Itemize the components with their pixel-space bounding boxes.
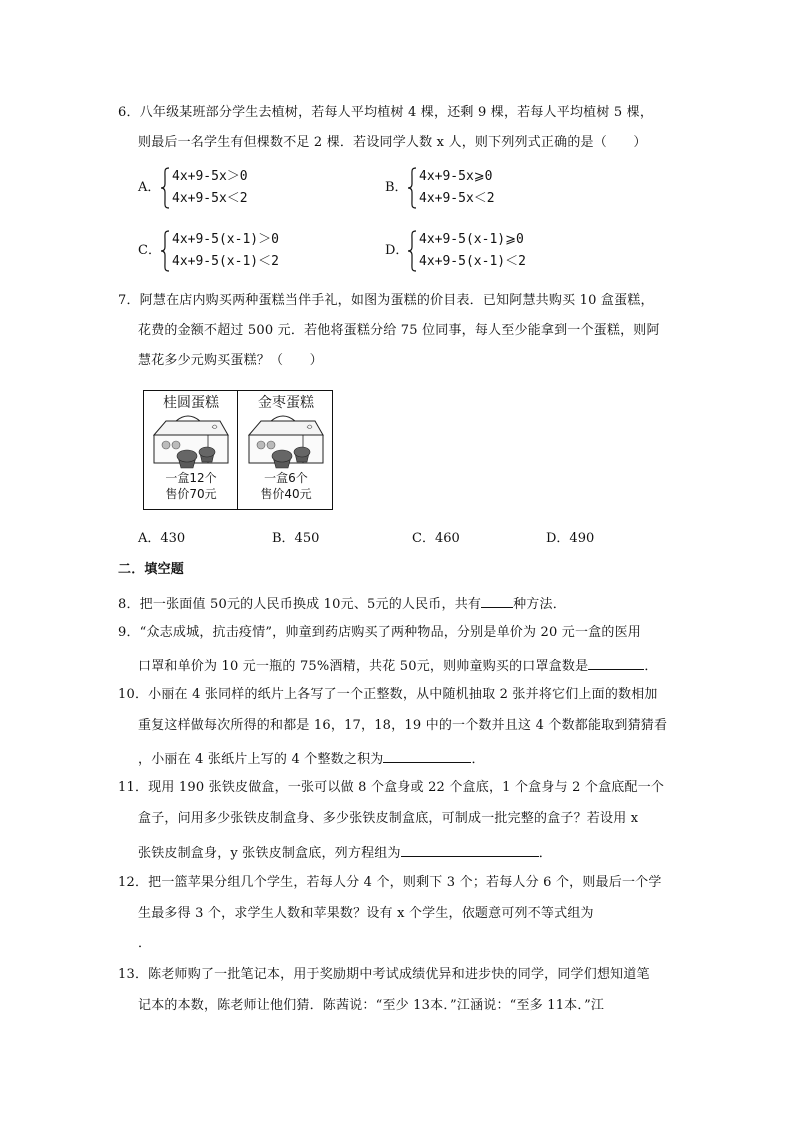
q7-option-b[interactable]: B．450 (272, 531, 320, 546)
cake-price-table (143, 390, 333, 510)
q6-option-a-label[interactable]: A． (138, 180, 161, 195)
q6-line2: 则最后一名学生有但棵数不足 2 棵．若设同学人数 x 人，则下列列式正确的是（ ） (138, 135, 647, 150)
cake-cell-jujube (239, 391, 333, 509)
q6-option-c-bottom: 4x+9-5(x-1)＜2 (172, 254, 279, 269)
q9-end: ． (644, 659, 658, 674)
q6-option-d-top: 4x+9-5(x-1)⩾0 (419, 232, 524, 247)
q10-line2: 重复这样做每次所得的和都是 16，17，18，19 中的一个数并且这 4 个数都能取到猜猜看 (138, 718, 668, 733)
cake-price: 售价40元 (260, 487, 312, 501)
q11-line2: 盒子，问用多少张铁皮制盒身、多少张铁皮制盒底，可制成一批完整的盒子？若设用 x (138, 811, 639, 826)
left-brace-icon (160, 167, 170, 209)
section-heading: 二．填空题 (118, 562, 185, 577)
q6-option-b-label[interactable]: B． (385, 180, 408, 195)
q10-line3 (138, 748, 485, 769)
q6-option-b-bottom: 4x+9-5x＜2 (419, 191, 495, 206)
q9-line1: 9．“众志成城，抗击疫情”，帅童到药店购买了两种物品，分别是单价为 20 元一盒的医用 (118, 625, 641, 640)
cake-price: 售价70元 (165, 487, 217, 501)
cake-cell-longan (144, 391, 238, 509)
q9-text: 口罩和单价为 10 元一瓶的 75%酒精，共花 50元，则帅童购买的口罩盒数是 (138, 659, 589, 674)
q11-line3 (138, 842, 552, 863)
q6-line1: 6．八年级某班部分学生去植树，若每人平均植树 4 棵，还剩 9 棵，若每人平均植树 5 棵， (118, 105, 654, 120)
q7-line1: 7．阿慧在店内购买两种蛋糕当伴手礼，如图为蛋糕的价目表．已知阿慧共购买 10 盒蛋糕， (118, 293, 654, 308)
q12-line2: 生最多得 3 个，求学生人数和苹果数？设有 x 个学生，依题意可列不等式组为 (138, 906, 594, 921)
q10-answer-blank[interactable] (383, 748, 471, 763)
left-brace-icon (407, 167, 417, 209)
q6-option-b-top: 4x+9-5x⩾0 (419, 169, 493, 184)
q6-option-c-top: 4x+9-5(x-1)＞0 (172, 232, 279, 247)
q7-option-a[interactable]: A．430 (138, 531, 186, 546)
q13-line2: 记本的本数，陈老师让他们猜．陈茜说：“至少 13本．”江涵说：“至多 11本．”江 (138, 998, 605, 1013)
cake-qty: 一盒12个 (165, 471, 217, 485)
q6-option-d-label[interactable]: D． (385, 243, 409, 258)
q6-option-a-bottom: 4x+9-5x＜2 (172, 191, 248, 206)
cake-name: 金枣蛋糕 (258, 395, 314, 411)
q8-text-pre: 8．把一张面值 50元的人民币换成 10元、5元的人民币，共有 (118, 597, 482, 612)
q11-line1: 11．现用 190 张铁皮做盒，一张可以做 8 个盒身或 22 个盒底，1 个盒身与 2 个盒底配一个 (118, 780, 665, 795)
q8-text-post: 种方法． (513, 597, 566, 612)
q8-line (118, 593, 566, 614)
q7-option-d[interactable]: D．490 (546, 531, 595, 546)
q10-end: ． (471, 752, 485, 767)
cake-qty: 一盒6个 (264, 471, 308, 485)
q13-line1: 13．陈老师购了一批笔记本，用于奖励期中考试成绩优异和进步快的同学，同学们想知道笔 (118, 967, 650, 982)
q11-answer-blank[interactable] (401, 842, 539, 857)
q8-answer-blank[interactable] (481, 593, 513, 608)
q7-option-c[interactable]: C．460 (412, 531, 460, 546)
q10-line1: 10．小丽在 4 张同样的纸片上各写了一个正整数，从中随机抽取 2 张并将它们上面的数相加 (118, 687, 658, 702)
cake-name: 桂圆蛋糕 (163, 395, 219, 411)
q9-answer-blank[interactable] (588, 655, 644, 670)
q12-line1: 12．把一篮苹果分组几个学生，若每人分 4 个，则剩下 3 个；若每人分 6 个，则最后一个学 (118, 875, 662, 890)
q10-text: ，小丽在 4 张纸片上写的 4 个整数之积为 (138, 752, 384, 767)
q12-line3: ． (138, 936, 152, 951)
q7-line2: 花费的金额不超过 500 元．若他将蛋糕分给 75 位同事，每人至少能拿到一个蛋糕，则阿 (138, 323, 660, 338)
q11-end: ． (538, 846, 552, 861)
q6-option-c-label[interactable]: C． (138, 243, 161, 258)
left-brace-icon (160, 230, 170, 272)
q6-option-d-bottom: 4x+9-5(x-1)＜2 (419, 254, 526, 269)
cake-box-icon (148, 413, 234, 469)
q7-line3: 慧花多少元购买蛋糕？（ ） (138, 353, 323, 368)
cake-box-icon (243, 413, 329, 469)
q6-option-a-top: 4x+9-5x＞0 (172, 169, 248, 184)
q11-text: 张铁皮制盒身，y 张铁皮制盒底，列方程组为 (138, 846, 401, 861)
q9-line2 (138, 655, 658, 676)
left-brace-icon (407, 230, 417, 272)
